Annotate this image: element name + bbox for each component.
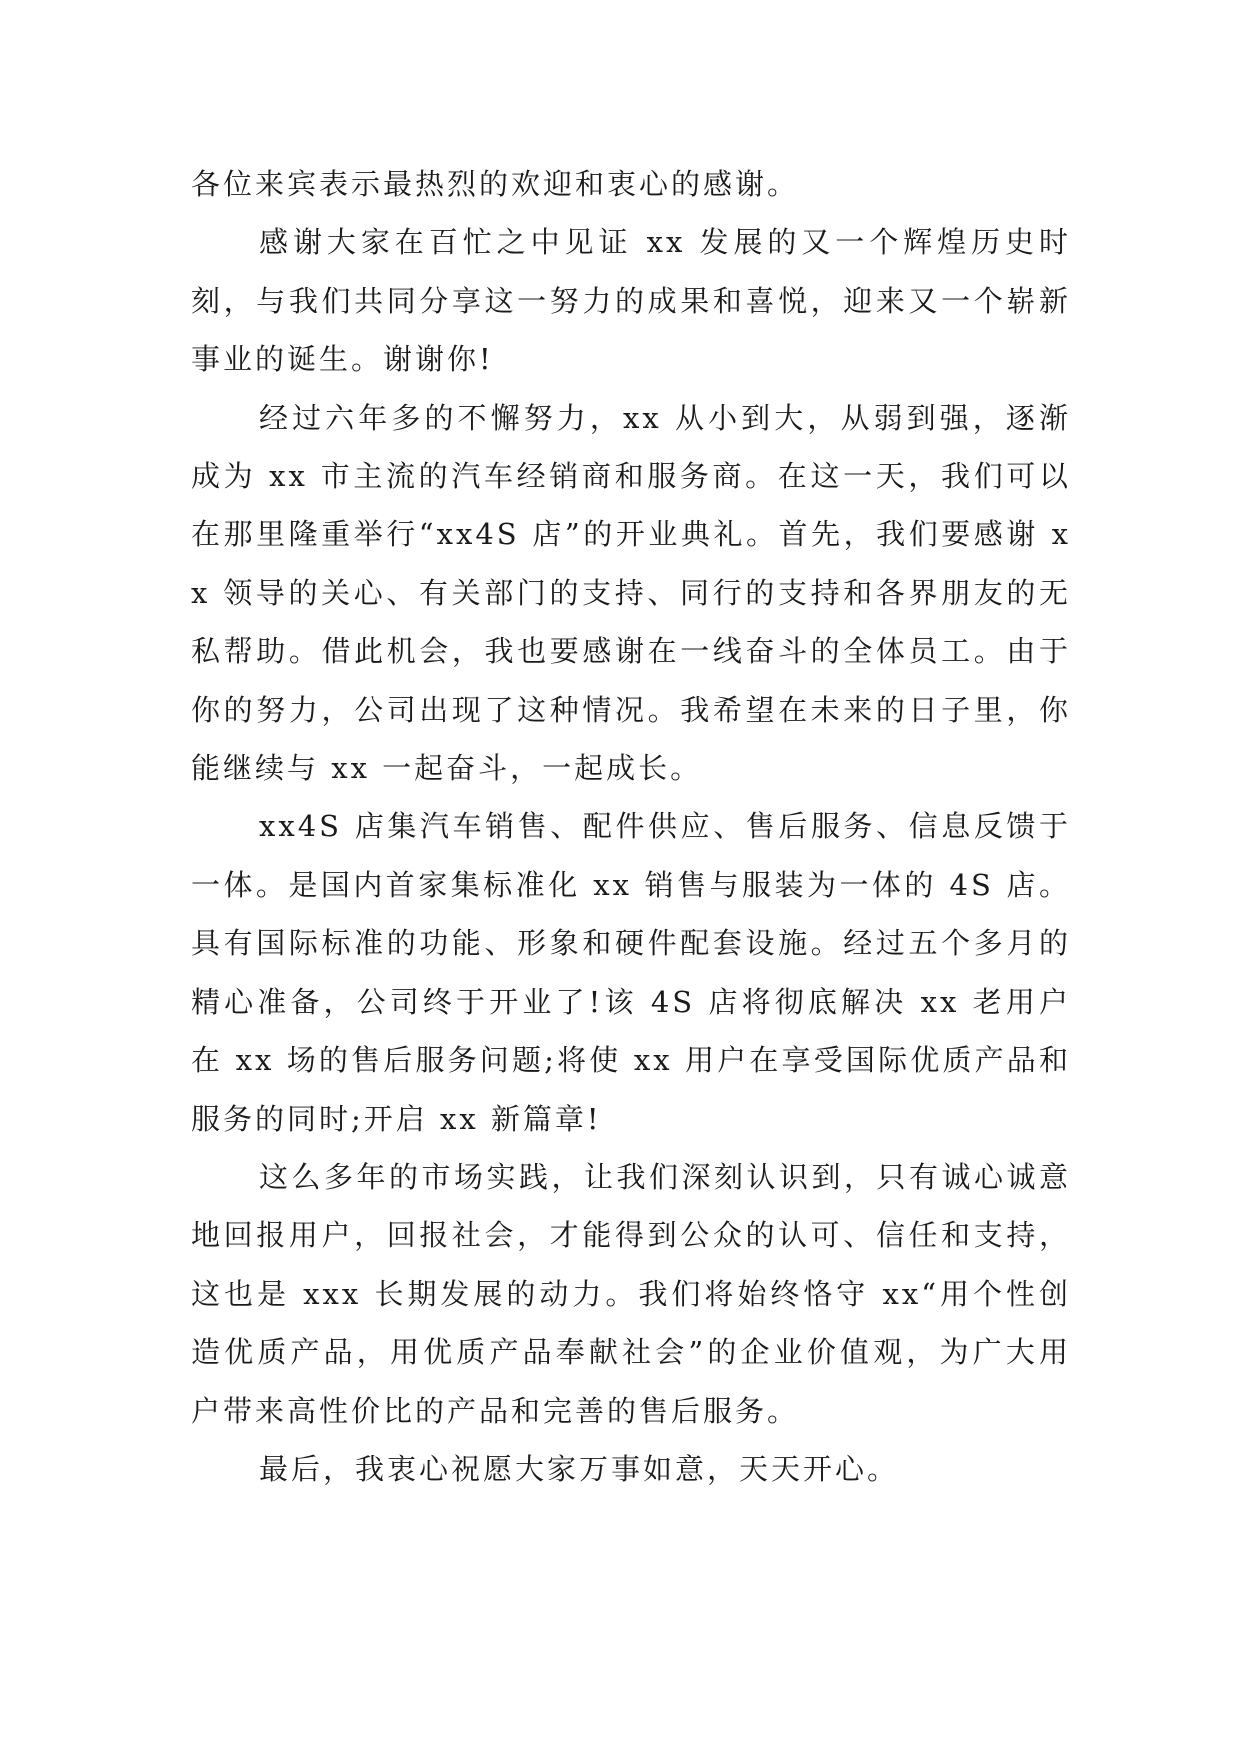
paragraph-3: 经过六年多的不懈努力，xx 从小到大，从弱到强，逐渐成为 xx 市主流的汽车经销商和服务商。在这一天，我们可以在那里隆重举行“xx4S 店”的开业典礼。首先，我们要感谢 xx 领导的关心、有关部门的支持、同行的支持和各界朋友的无私帮助。借此机会，我也要感谢在一线奋斗的全体员工。由于你的努力，公司出现了这种情况。我希望在未来的日子里，你能继续与 xx 一起奋斗，一起成长。	[191, 400, 1071, 786]
paragraph-4: xx4S 店集汽车销售、配件供应、售后服务、信息反馈于一体。是国内首家集标准化 xx 销售与服装为一体的 4S 店。具有国际标准的功能、形象和硬件配套设施。经过五个多月的精心准备，公司终于开业了!该 4S 店将彻底解决 xx 老用户在 xx 场的售后服务问题;将使 xx 用户在享受国际优质产品和服务的同时;开启 xx 新篇章!	[191, 809, 1071, 1136]
paragraph-5: 这么多年的市场实践，让我们深刻认识到，只有诚心诚意地回报用户，回报社会，才能得到公众的认可、信任和支持，这也是 xxx 长期发展的动力。我们将始终恪守 xx“用个性创造优质产品，用优质产品奉献社会”的企业价值观，为广大用户带来高性价比的产品和完善的售后服务。	[191, 1159, 1071, 1428]
paragraph-2: 感谢大家在百忙之中见证 xx 发展的又一个辉煌历史时刻，与我们共同分享这一努力的成果和喜悦，迎来又一个崭新事业的诞生。谢谢你!	[191, 225, 1071, 377]
document-body	[191, 155, 1071, 1498]
paragraph-6: 最后，我衷心祝愿大家万事如意，天天开心。	[259, 1451, 900, 1486]
paragraph-1: 各位来宾表示最热烈的欢迎和衷心的感谢。	[191, 167, 800, 201]
